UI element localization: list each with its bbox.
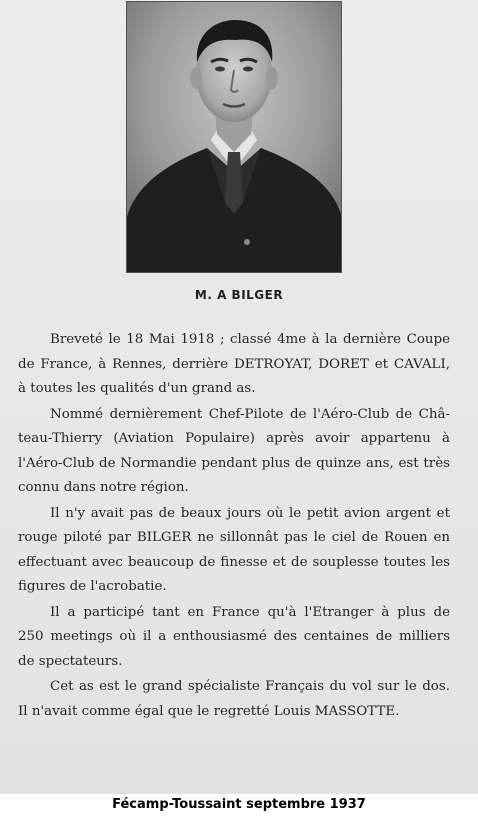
paragraph-line: de spectateurs. [18,653,123,669]
paragraph-line: effectuant avec beaucoup de finesse et de souplesse toutes les [18,554,450,570]
paragraph-line: à toutes les qualités d'un grand as. [18,381,256,396]
paragraph-line: connu dans notre région. [18,480,189,495]
paragraph-line: Il a participé tant en France qu'à l'Etranger à plus de [50,604,450,620]
paragraph-line: 250 meetings où il a enthousiasmé des centaines de milliers [18,629,450,644]
paragraph [18,675,450,724]
paragraph-line: teau-Thierry (Aviation Populaire) après avoir appartenu à [18,431,450,446]
footer-caption: Fécamp-Toussaint septembre 1937 [112,797,366,812]
portrait-photo [127,2,341,272]
paragraph [18,328,450,402]
paragraph-line: Il n'avait comme égal que le regretté Louis MASSOTTE. [18,703,400,719]
paragraph-line: Nommé dernièrement Chef-Pilote de l'Aéro-Club de Châ- [50,406,450,422]
paragraph [18,601,450,675]
paragraph-line: Breveté le 18 Mai 1918 ; classé 4me à la dernière Coupe [50,332,450,347]
paragraph [18,502,450,600]
paragraph-line: rouge piloté par BILGER ne sillonnât pas le ciel de Rouen en [18,530,450,545]
paragraph-line: Il n'y avait pas de beaux jours où le petit avion argent et [50,505,450,521]
paragraph [18,403,450,501]
paragraph-line: l'Aéro-Club de Normandie pendant plus de quinze ans, est très [18,455,450,471]
article-body [18,328,450,724]
paragraph-line: Cet as est le grand spécialiste Français du vol sur le dos. [50,679,450,694]
portrait-photo-icon [127,2,341,272]
paragraph-line: de France, à Rennes, derrière DETROYAT, DORET et CAVALI, [18,356,450,372]
photo-caption: M. A BILGER [194,288,284,302]
paragraph-line: figures de l'acrobatie. [18,579,167,594]
